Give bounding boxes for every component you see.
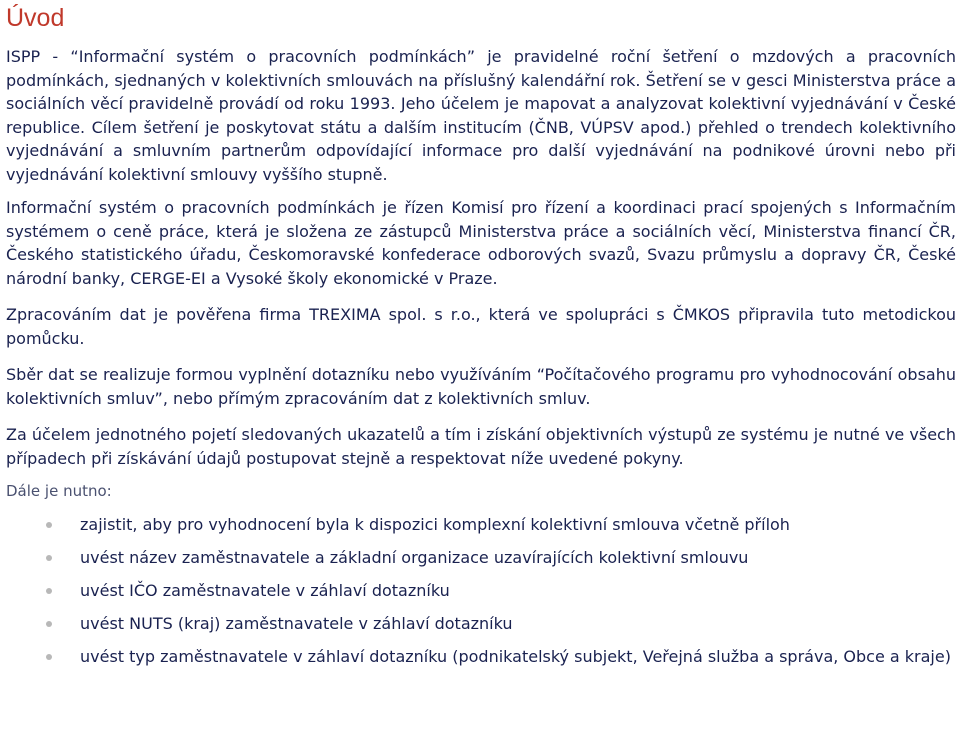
list-item [6,546,956,569]
purpose-paragraph: Za účelem jednotného pojetí sledovaných ukazatelů a tím i získání objektivních výstupů ze systému je nutné ve všech případech při získávání údajů postupovat stejně a respektovat níže uvedené pokyny. [6,425,956,468]
bullet-icon [46,588,52,594]
page-title: Úvod [6,4,65,32]
list-item [6,645,956,668]
list-item [6,612,956,635]
data-collection-paragraph: Sběr dat se realizuje formou vyplnění dotazníku nebo využíváním “Počítačového programu pro vyhodnocování obsahu kolektivních smluv”, nebo přímým zpracováním dat z kolektivních smluv. [6,365,956,408]
requirements-list [6,513,956,668]
list-item-text: uvést NUTS (kraj) zaměstnavatele v záhlaví dotazníku [80,614,513,633]
list-item-text: uvést IČO zaměstnavatele v záhlaví dotazníku [80,581,450,600]
list-item [6,513,956,536]
bullet-icon [46,621,52,627]
list-item-text: uvést název zaměstnavatele a základní organizace uzavírajících kolektivní smlouvu [80,548,749,567]
bullet-icon [46,654,52,660]
list-item [6,579,956,602]
list-item-text: zajistit, aby pro vyhodnocení byla k dispozici komplexní kolektivní smlouva včetně příloh [80,515,790,534]
list-item-text: uvést typ zaměstnavatele v záhlaví dotazníku (podnikatelský subjekt, Veřejná služba a správa, Obce a kraje) [80,647,951,666]
intro-paragraph: ISPP - “Informační systém o pracovních podmínkách” je pravidelné roční šetření o mzdových a pracovních podmínkách, sjednaných v kolektivních smlouvách na příslušný kalendářní rok. Šetření se v gesci Ministerstva práce a sociálních věcí pravidelně provádí od roku 1993. Jeho účelem je mapovat a analyzovat kolektivní vyjednávání v České republice. Cílem šetření je poskytovat státu a dalším institucím (ČNB, VÚPSV apod.) přehled o trendech kolektivního vyjednávání a smluvním partnerům odpovídající informace pro další vyjednávání na podnikové úrovni nebo při vyjednávání kolektivní smlouvy vyššího stupně. [6,47,956,184]
bullet-icon [46,522,52,528]
bullet-icon [46,555,52,561]
requirements-lead: Dále je nutno: [6,482,112,500]
processing-paragraph: Zpracováním dat je pověřena firma TREXIMA spol. s r.o., která ve spolupráci s ČMKOS připravila tuto metodickou pomůcku. [6,305,956,348]
governance-paragraph: Informační systém o pracovních podmínkách je řízen Komisí pro řízení a koordinaci prací spojených s Informačním systémem o ceně práce, která je složena ze zástupců Ministerstva práce a sociálních věcí, Ministerstva financí ČR, Českého statistického úřadu, Českomoravské konfederace odborových svazů, Svazu průmyslu a dopravy ČR, České národní banky, CERGE-EI a Vysoké školy ekonomické v Praze. [6,198,956,288]
